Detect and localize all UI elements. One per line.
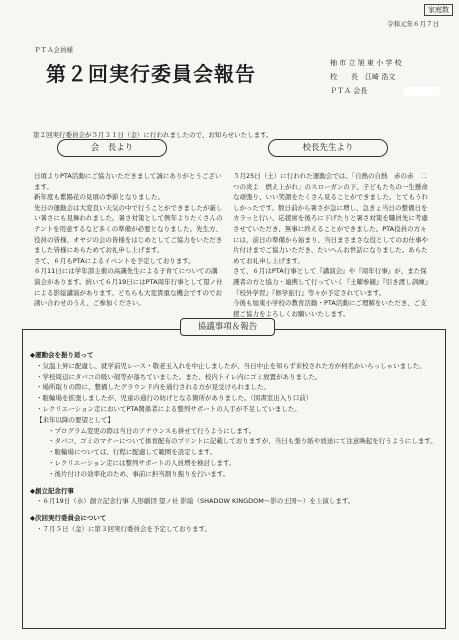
household-count-badge: 家庭数 [424, 4, 453, 16]
report-item: ・レクリエーション走においてPTA関係者による整列サポートの人手が不足していました。 [36, 404, 301, 413]
section-heading: ◆次回実行委員会について [30, 514, 107, 523]
report-box-title: 協議事項＆報告 [180, 318, 275, 336]
paragraph: 日頃よりPTA活動にご協力いただきまして誠にありがとうございます。 [34, 172, 222, 191]
sender-school: 柚 市 立 旭 東 小 学 校 [330, 59, 402, 67]
intro-text: 第２回実行委員会が５月３１日（金）に行われましたので、お知らせいたします。 [33, 131, 273, 139]
recipient-label: ＰＴＡ会員様 [34, 46, 73, 54]
paragraph: 新年度も紫陽花の見頃の季節となりました。 [34, 193, 164, 202]
redaction-box [404, 87, 440, 96]
report-item: ・レクリエーション走には整列サポートの人員増を検討します。 [48, 458, 236, 467]
report-item: ・後片付けの効率化のため、事前に担当割り振りを行います。 [48, 469, 230, 478]
paragraph: ５月25日（土）に行われた運動会では、「自熱の自熱 赤の赤 二つの炎よ 燃え上がれ」のスローガンの下、子どもたちの一生懸命な頑張り、いい笑顔をたくさん見ることができました。とてもうれしかったです。数日前から暑さが急に増し、急きょ当日の整備日をカラッと行い、応援席を後ろに下げたりと暑さ対策を職員先に考慮させていただき、無事に終えることができました。PTA役員の方々には、前日の準備から始まり、当日まさまさな役としてのお仕事や片付けまでご協力いただき、たいへんお世話になりました。あらためてお礼申し上げます。 [233, 172, 428, 265]
report-item: ・プログラム変更の際は当日のアナウンスも併せて行うようにします。 [48, 426, 256, 435]
report-content [30, 350, 440, 535]
president-heading: 会 長より [57, 139, 167, 157]
report-subheading: 【来年以降の要望として】 [36, 415, 114, 424]
report-item: ・気温上昇に配慮し、就学前児レース・敬老玉入れを中止しましたが、当日中止を知らず来校された方が何名かいらっしゃいました。 [36, 361, 426, 370]
sender-block [330, 56, 402, 98]
report-item: ・タバコ、ゴミのマナーについて体育配布のプリントに記載しておりますが、当日も張り紙や放送にて注意喚起を行うようにします。 [48, 437, 437, 446]
report-item: ・学校周辺にタバコの吸い殻等が落ちていました。また、校内トイレ内にゴミ放置がありました。 [36, 372, 322, 381]
paragraph: さて、６月はPTA行事として『講演会』や『周年行事』が、また保護者の方と協力・連携して行っていく『土曜参観』『引き渡し訓練』『校外学習』『修学旅行』等々が予定されています。 [233, 267, 432, 297]
paragraph: ６月11日には学年部主催の高識先生による子育てについての講演会があります。続いて６月19日にはPTA周年行事として望ノ社による影絵講演があります。どちらも大変貴重な機会ですのでお誘い合わせのうえ、ご参加ください。 [34, 267, 223, 308]
report-item: ・６月19日（水）創立記念行事 人形劇団 望ノ社 影絵（SHADOW KINGDOM～影の王国～）を上演します。 [36, 497, 355, 506]
section-heading: ◆創立記念行事 [30, 486, 74, 495]
page-title: 第２回実行委員会報告 [46, 62, 256, 86]
principal-message [233, 171, 433, 319]
president-message [34, 171, 224, 309]
sender-principal: 校 長 江崎 浩文 [330, 73, 396, 81]
report-item: ・駐輪場を拡張しましたが、児童の通行の妨げとなる箇所がありました。（図書室出入り口前） [36, 394, 313, 403]
paragraph: 先日の運動会は大変良い天気の中で行うことができましたが厳しい暑さにも見舞われました。暑さ対策として例年よりたくさんのテントを用意するなど多くの準備が必要となりました。先生方、役員の皆様、オヤジの会の皆様をはじめとしてご協力をいただきました皆様にあらためてお礼申し上げます。 [34, 203, 223, 255]
report-item: ・７月５日（金）に第３回実行委員会を予定しております。 [36, 524, 211, 533]
report-item: ・場所取りの際に、整備したグラウンド内を通行される方が見受けられました。 [36, 383, 270, 392]
issue-date: 令和元年６月７日 [387, 20, 439, 28]
paragraph: さて、６月もPTAによるイベントを予定しております。 [34, 256, 195, 265]
section-heading: ◆運動会を振り返って [30, 351, 94, 359]
report-item: ・駐輪場については、行程に配慮して範囲を設定します。 [48, 448, 217, 457]
principal-heading: 校長先生より [268, 139, 388, 157]
sender-pta-president: ＰＴＡ 会長 [330, 87, 368, 95]
paragraph: 今後も旭東小学校の教育活動・PTA活動にご理解をいただき、ご支援ご協力をよろしくお願いいたします。 [233, 299, 427, 318]
